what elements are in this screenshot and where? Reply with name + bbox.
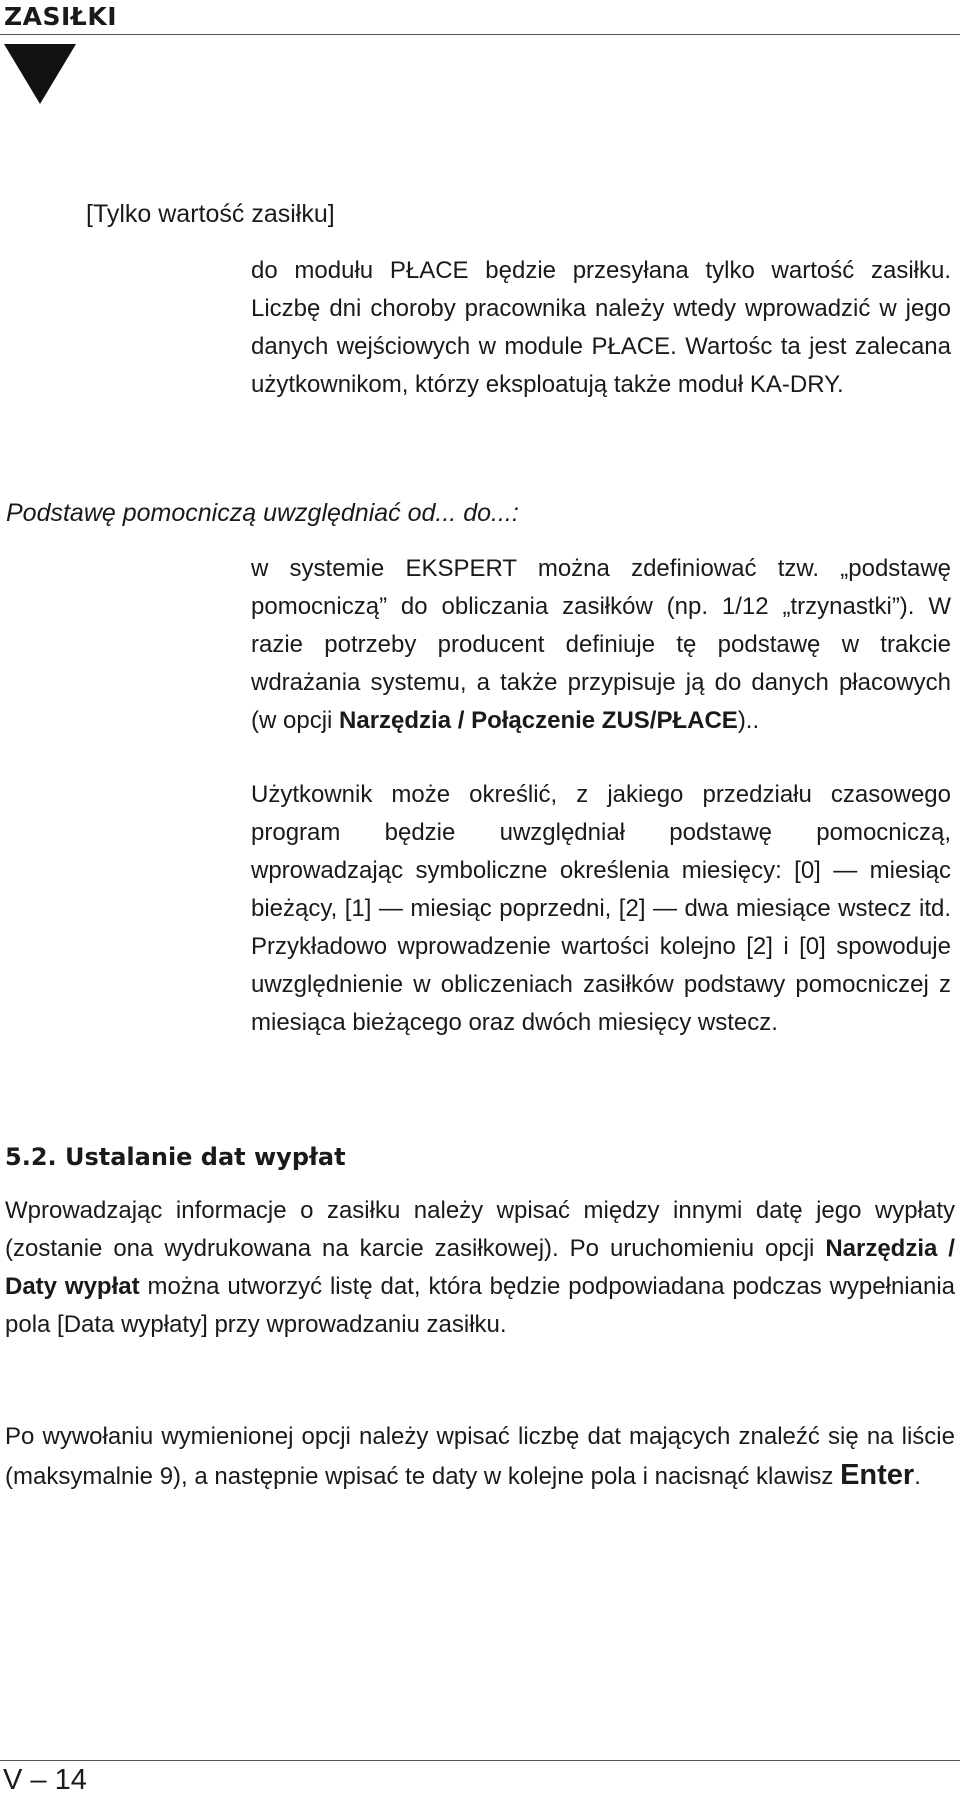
paragraph [5,1418,955,1496]
key-name: Enter [840,1459,915,1491]
section-heading: 5.2. Ustalanie dat wypłat [5,1143,346,1171]
menu-path: Narzędzia / Połączenie ZUS/PŁACE [339,707,738,734]
text-span: ).. [737,707,760,734]
text-span: Wprowadzając informacje o zasiłku należy wpisać między innymi datę jego wypłaty (zostanie ona wydrukowana na karcie zasiłkowej). Po uruchomieniu opcji [5,1197,955,1262]
text-span: . [914,1463,921,1490]
triangle-down-icon [4,44,76,104]
paragraph: do modułu PŁACE będzie przesyłana tylko wartość zasiłku. Liczbę dni choroby pracownika należy wtedy wprowadzić w jego danych wejściowych w module PŁACE. Wartośc ta jest zalecana użytkownikom, którzy eksploatują także moduł KA-DRY. [251,257,951,398]
option-label-value-only: [Tylko wartość zasiłku] [86,200,335,228]
option-label-aux-base: Podstawę pomocniczą uwzględniać od... do...: [6,499,519,527]
paragraph-months: Użytkownik może określić, z jakiego przedziału czasowego program będzie uwzględniał podstawę pomocniczą, wprowadzając symboliczne określenia miesięcy: [0] — miesiąc bieżący, [1] — miesiąc poprzedni, [2] — dwa miesiące wstecz itd. Przykładowo wprowadzenie wartości kolejno [2] i [0] spowoduje uwzględnienie w obliczeniach zasiłków podstawy pomocniczej z miesiąca bieżącego oraz dwóch miesięcy wstecz. [251,781,951,1036]
text-span: w systemie EKSPERT można zdefiniować tzw. „podstawę pomocniczą” do obliczania zasiłków (np. 1/12 „trzynastki”). W razie potrzeby producent definiuje tę podstawę w trakcie wdrażania systemu, a także przypisuje ją do danych płacowych (w opcji [251,555,951,734]
paragraph-aux-base [251,550,951,740]
option-description-months [251,776,951,1042]
option-description-aux-base [251,550,951,740]
text-span: Po wywołaniu wymienionej opcji należy wpisać liczbę dat mających znaleźć się na liście (maksymalnie 9), a następnie wpisać te daty w kolejne pola i nacisnąć klawisz [5,1423,955,1490]
section-paragraph-1 [5,1192,955,1344]
text-span: można utworzyć listę dat, która będzie podpowiadana podczas wypełniania pola [Data wypłaty] przy wprowadzaniu zasiłku. [5,1273,956,1338]
page-header-title: ZASIŁKI [4,2,118,31]
header-divider [0,34,960,35]
menu-path: Narzędzia / Daty wypłat [5,1235,955,1300]
paragraph [5,1192,955,1344]
footer-divider [0,1760,960,1761]
option-description-value-only [251,252,951,404]
page-number: V – 14 [3,1764,87,1796]
section-paragraph-2 [5,1418,955,1496]
